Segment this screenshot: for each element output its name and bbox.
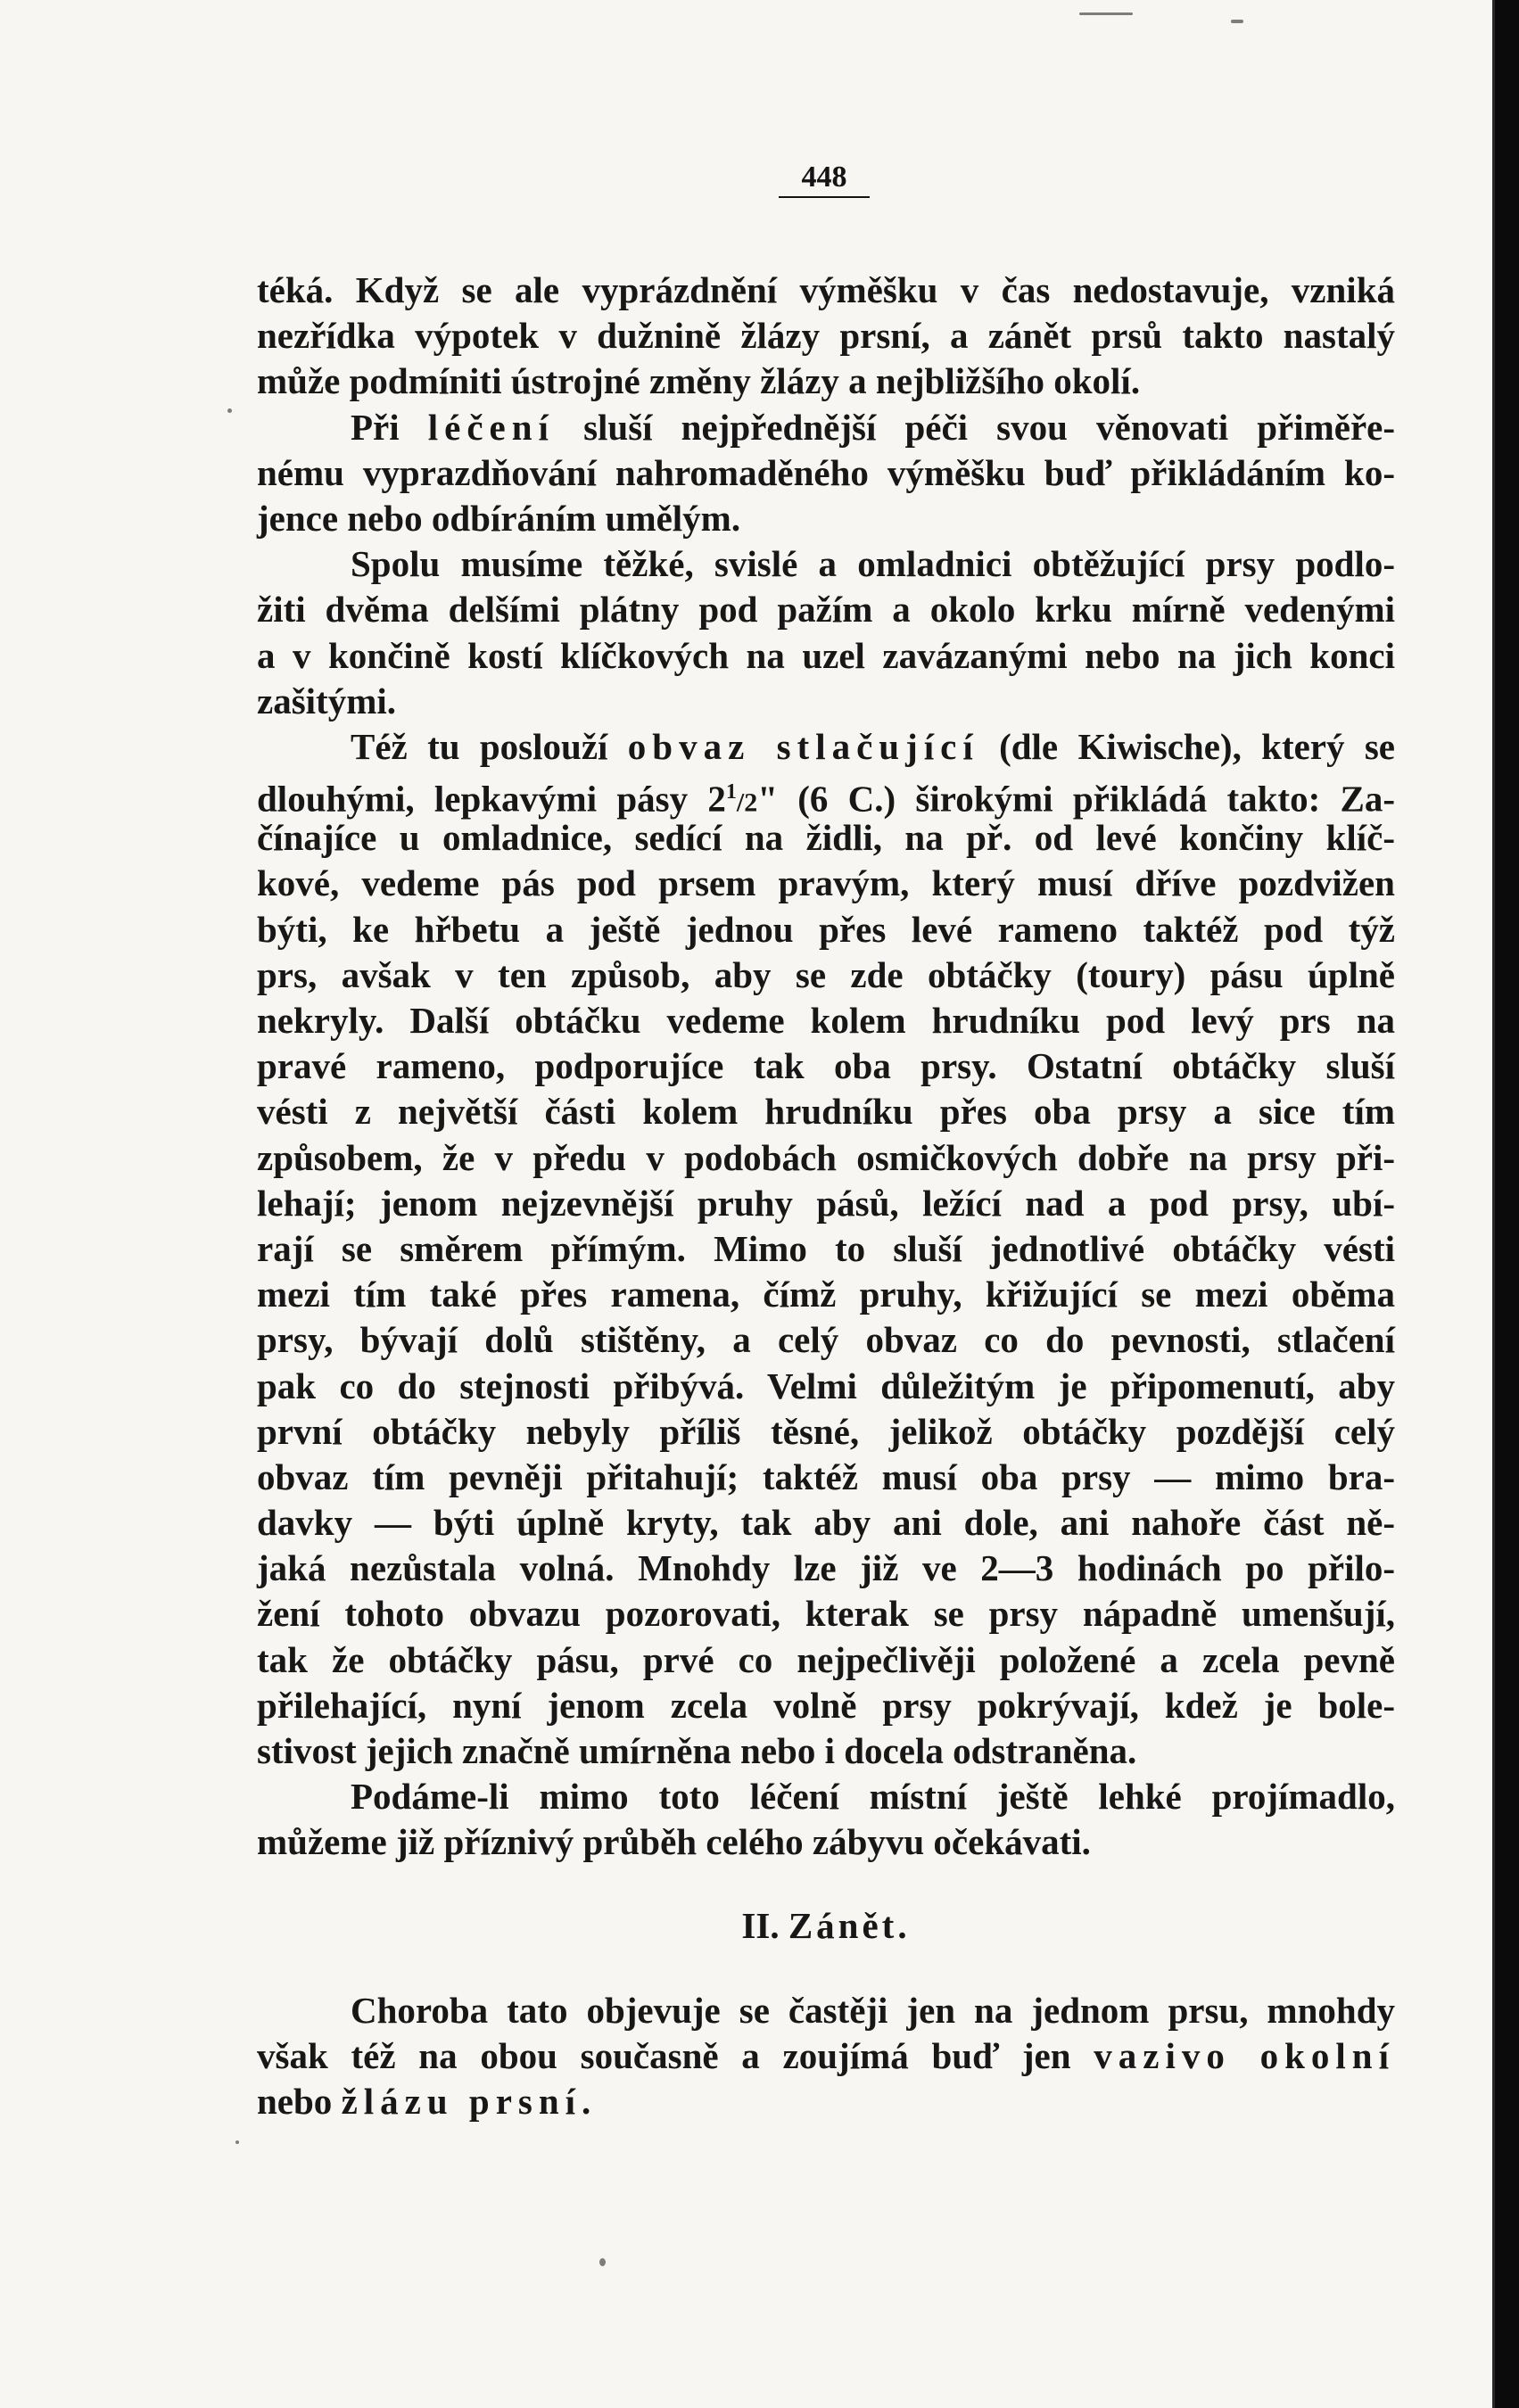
text-line: nezřídka výpotek v dužnině žlázy prsní, a zánět prsů takto nastalý	[257, 315, 1395, 357]
text-line: jence nebo odbíráním umělým.	[257, 497, 741, 539]
text-line: jaká nezůstala volná. Mnohdy lze již ve 2—3 hodinách po přilo-	[257, 1547, 1395, 1589]
spaced-emphasis: obvaz stlačující	[627, 725, 979, 767]
text-line	[257, 2033, 1395, 2079]
fraction-numerator: 1	[725, 780, 737, 804]
text-run: Též tu poslouží	[351, 725, 628, 767]
scan-speck	[235, 2140, 239, 2144]
paragraph-1	[257, 268, 1395, 405]
text-line: žení tohoto obvazu pozorovati, kterak se prsy nápadně umenšují,	[257, 1593, 1395, 1635]
text-line: vésti z největší části kolem hrudníku přes oba prsy a sice tím	[257, 1091, 1395, 1133]
text-line: mezi tím také přes ramena, čímž pruhy, křižující se mezi oběma	[257, 1274, 1395, 1315]
text-run: však též na obou současně a zoujímá buď jen	[257, 2034, 1094, 2076]
text-line: býti, ke hřbetu a ještě jednou přes levé rameno taktéž pod týž	[257, 908, 1395, 950]
text-line: lehají; jenom nejzevnější pruhy pásů, ležící nad a pod prsy, ubí-	[257, 1182, 1395, 1224]
heading-number: II.	[741, 1904, 788, 1946]
paragraph-3	[257, 541, 1395, 724]
text-line: přilehající, nyní jenom zcela volně prsy pokrývají, kdež je bole-	[257, 1684, 1395, 1726]
text-line: Choroba tato objevuje se častěji jen na jednom prsu, mnohdy	[351, 1989, 1395, 2031]
text-line: rají se směrem přímým. Mimo to sluší jednotlivé obtáčky vésti	[257, 1227, 1395, 1269]
scan-speck	[227, 408, 232, 413]
spaced-emphasis: vazivo okolní	[1094, 2034, 1395, 2076]
text-line: a v končině kostí klíčkových na uzel zavázanými nebo na jich konci	[257, 634, 1395, 676]
paragraph-4-lines	[257, 815, 1395, 1774]
text-line: tak že obtáčky pásu, prvé co nejpečlivěji položené a zcela pevně	[257, 1638, 1395, 1680]
text-line: davky — býti úplně kryty, tak aby ani dole, ani nahoře část ně-	[257, 1502, 1395, 1544]
text-run: dlouhými, lepkavými pásy 2	[257, 778, 726, 820]
text-run: Při	[351, 406, 428, 448]
text-line: pravé rameno, podporujíce tak oba prsy. Ostatní obtáčky sluší	[257, 1045, 1395, 1087]
text-line: stivost jejich značně umírněna nebo i docela odstraněna.	[257, 1730, 1137, 1771]
text-line: Podáme-li mimo toto léčení místní ještě lehké projímadlo,	[351, 1776, 1395, 1818]
text-line: Spolu musíme těžké, svislé a omladnici obtěžující prsy podlo-	[351, 543, 1395, 585]
scan-speck	[1231, 20, 1243, 23]
text-line: prs, avšak v ten způsob, aby se zde obtáčky (toury) pásu úplně	[257, 953, 1395, 995]
text-run: (dle Kiwische), který se	[978, 725, 1395, 767]
paragraph-6	[257, 1988, 1395, 2125]
fraction-denominator: /2	[736, 788, 758, 818]
text-line: nému vyprazdňování nahromaděného výměšku buď přikládáním ko-	[257, 451, 1395, 493]
paragraph-5	[257, 1774, 1395, 1865]
spaced-emphasis: žlázu prsní.	[341, 2081, 598, 2123]
paragraph-4	[257, 724, 1395, 1774]
text-line	[257, 724, 1395, 770]
scan-speck	[599, 2258, 606, 2266]
text-line: žiti dvěma delšími plátny pod pažím a okolo krku mírně vedenými	[257, 589, 1395, 631]
scan-speck	[1079, 12, 1133, 15]
text-line: čínajíce u omladnice, sedící na židli, na př. od levé končiny klíč-	[257, 817, 1395, 859]
text-line	[257, 405, 1395, 450]
text-run: " (6 C.) širokými přikládá takto: Za-	[757, 778, 1395, 820]
spaced-emphasis: léčení	[427, 406, 555, 448]
body-text	[257, 268, 1395, 2124]
text-line: prsy, bývají dolů stištěny, a celý obvaz co do pevnosti, stlačení	[257, 1319, 1395, 1361]
section-heading	[257, 1903, 1395, 1949]
text-line: může podmíniti ústrojné změny žlázy a nejbližšího okolí.	[257, 360, 1141, 402]
text-line: první obtáčky nebyly příliš těsné, jelikož obtáčky pozdější celý	[257, 1410, 1395, 1452]
text-line: obvaz tím pevněji přitahují; taktéž musí oba prsy — mimo bra-	[257, 1456, 1395, 1497]
text-line: způsobem, že v předu v podobách osmičkových dobře na prsy při-	[257, 1136, 1395, 1178]
heading-title: Zánět.	[788, 1904, 911, 1946]
text-line: můžeme již příznivý průběh celého zábyvu očekávati.	[257, 1821, 1091, 1863]
text-line: nekryly. Další obtáčku vedeme kolem hrudníku pod levý prs na	[257, 1000, 1395, 1041]
text-line: pak co do stejnosti přibývá. Velmi důležitým je připomenutí, aby	[257, 1365, 1395, 1406]
text-line: zašitými.	[257, 680, 396, 722]
paragraph-2	[257, 405, 1395, 542]
text-run: nebo	[257, 2081, 342, 2123]
text-line	[257, 770, 1395, 820]
text-line: téká. Když se ale vyprázdnění výměšku v čas nedostavuje, vzniká	[257, 269, 1395, 310]
page-number: 448	[779, 161, 870, 198]
text-line: kové, vedeme pás pod prsem pravým, který musí dříve pozdvižen	[257, 862, 1395, 904]
text-run: sluší nejpřednější péči svou věnovati přiměře-	[554, 406, 1395, 448]
text-line	[257, 2079, 1395, 2124]
